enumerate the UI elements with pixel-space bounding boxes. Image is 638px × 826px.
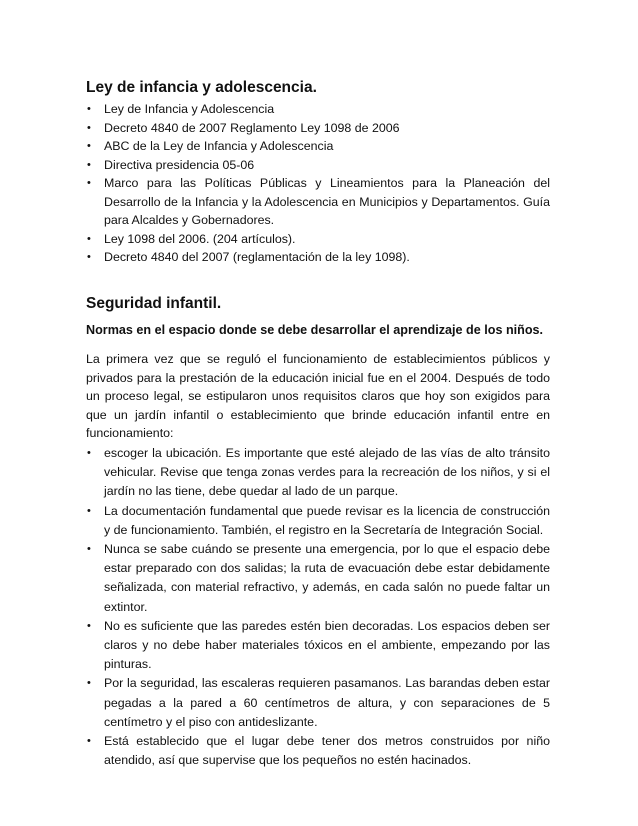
list-item-text: Ley de Infancia y Adolescencia <box>104 102 275 116</box>
list-item <box>86 444 550 502</box>
bullet-icon: • <box>87 232 91 245</box>
list-item <box>86 156 550 175</box>
list-item <box>86 230 550 249</box>
list-item <box>86 617 550 675</box>
list-item-text: Marco para las Políticas Públicas y Lineamientos para la Planeación del Desarrollo de la Infancia y la Adolescencia en Municipios y Departamentos. Guía para Alcaldes y Gobernadores. <box>104 176 550 227</box>
list-item <box>86 502 550 540</box>
list-item-text: Decreto 4840 de 2007 Reglamento Ley 1098 de 2006 <box>104 120 400 135</box>
list-item-text: La documentación fundamental que puede revisar es la licencia de construcción y de funcionamiento. También, el registro en la Secretaría de Integración Social. <box>104 503 550 537</box>
intro-paragraph: La primera vez que se reguló el funcionamiento de establecimientos públicos y privados para la prestación de la educación inicial fue en el 2004. Después de todo un proceso legal, se estipularon unos requisitos claros que hoy son exigidos para que un jardín infantil o establecimiento que brinde educación infantil entre en funcionamiento: <box>86 352 550 440</box>
law-list <box>86 100 550 267</box>
section-title-ley-infancia: Ley de infancia y adolescencia. <box>86 79 317 96</box>
list-item <box>86 248 550 267</box>
bullet-icon: • <box>87 543 91 556</box>
list-item-text: escoger la ubicación. Es importante que esté alejado de las vías de alto tránsito vehicular. Revise que tenga zonas verdes para la recreación de los niños, y si el jardín no las tiene, debe quedar al lado de un parque. <box>104 446 550 499</box>
section-title-seguridad-infantil: Seguridad infantil. <box>86 295 222 312</box>
list-item <box>86 119 550 138</box>
bullet-icon: • <box>87 447 91 459</box>
list-item-text: Decreto 4840 del 2007 (reglamentación de la ley 1098). <box>104 250 410 264</box>
bullet-icon: • <box>87 121 91 134</box>
list-item-text: Ley 1098 del 2006. (204 artículos). <box>104 231 296 246</box>
list-item-text: Nunca se sabe cuándo se presente una emergencia, por lo que el espacio debe estar preparado con dos salidas; la ruta de evacuación debe estar debidamente señalizada, con material refractivo, y además, en cada salón no puede faltar un extintor. <box>104 542 550 614</box>
bullet-icon: • <box>87 619 91 632</box>
safety-requirements-list <box>86 444 550 770</box>
list-item <box>86 174 550 230</box>
list-item <box>86 674 550 732</box>
list-item-text: ABC de la Ley de Infancia y Adolescencia <box>104 139 334 153</box>
list-item-text: No es suficiente que las paredes estén bien decoradas. Los espacios deben ser claros y no debe haber materiales tóxicos en el ambiente, empezando por las pinturas. <box>104 618 550 672</box>
section-subtitle: Normas en el espacio donde se debe desarrollar el aprendizaje de los niños. <box>86 323 544 337</box>
bullet-icon: • <box>87 140 91 152</box>
list-item-text: Está establecido que el lugar debe tener dos metros construidos por niño atendido, así que supervise que los pequeños no estén hacinados. <box>104 734 550 768</box>
list-item-text: Por la seguridad, las escaleras requieren pasamanos. Las barandas deben estar pegadas a la pared a 60 centímetros de altura, y con separaciones de 5 centímetro y el piso con antideslizante. <box>104 676 550 729</box>
list-item <box>86 100 550 119</box>
bullet-icon: • <box>87 504 91 517</box>
bullet-icon: • <box>87 103 91 115</box>
bullet-icon: • <box>87 251 91 263</box>
list-item <box>86 137 550 156</box>
bullet-icon: • <box>87 177 91 189</box>
bullet-icon: • <box>87 158 91 171</box>
list-item <box>86 540 550 617</box>
list-item-text: Directiva presidencia 05-06 <box>104 157 255 172</box>
bullet-icon: • <box>87 677 91 690</box>
bullet-icon: • <box>87 735 91 748</box>
list-item <box>86 732 550 770</box>
